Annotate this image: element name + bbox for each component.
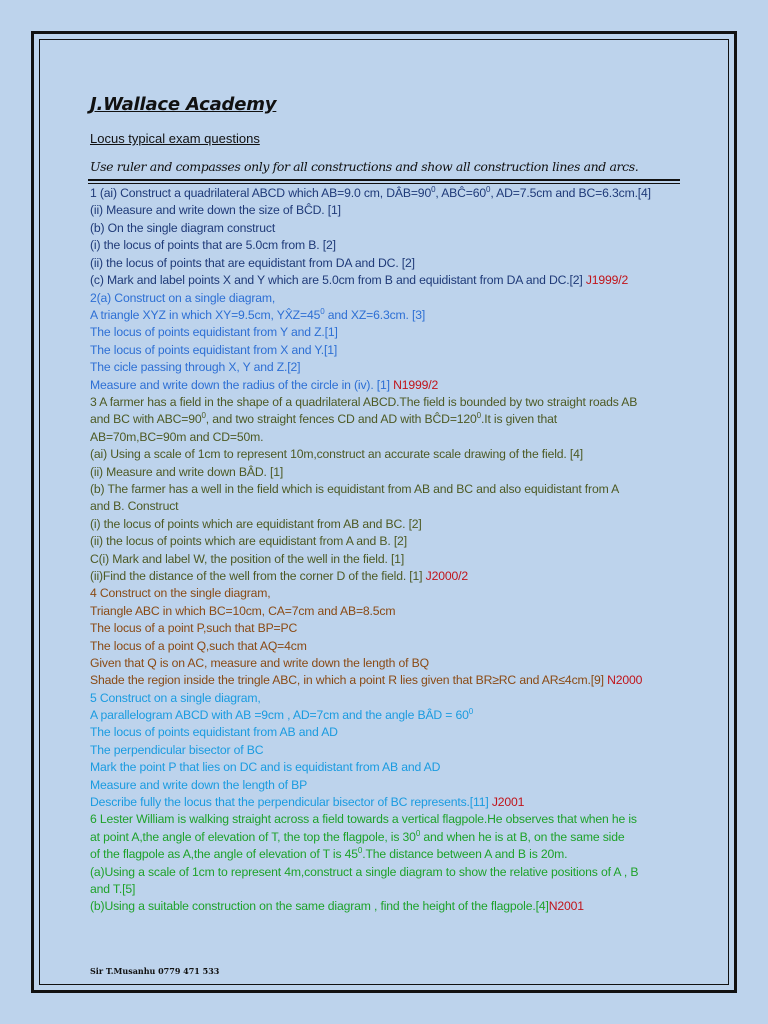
- q2-line-1: 2(a) Construct on a single diagram,: [90, 291, 276, 305]
- academy-title: J.Wallace Academy: [90, 94, 277, 115]
- q2-line-2: A triangle XYZ in which XY=9.5cm, $YX̂Z=45^0$ and XZ=6.3cm. [3]: [90, 306, 426, 322]
- q4-exam-ref: N2000: [607, 673, 643, 687]
- q3-line-2: and BC with $ABC=90^0$, and two straight fences CD and AD with $BĈD=120^0.It$ is given that: [90, 410, 558, 426]
- q5-line-3: The locus of points equidistant from AB and AD: [90, 725, 338, 739]
- q3-line-11: (ii)Find the distance of the well from the corner D of the field. [1] J2000/2: [90, 569, 468, 583]
- q1-line-6: (c) Mark and label points X and Y which are 5.0cm from B and equidistant from DA and DC.[2] J1999/2: [90, 273, 629, 287]
- q6-line-6: (b)Using a suitable construction on the same diagram , find the height of the flagpole.[4]N2001: [90, 899, 584, 913]
- q3-exam-ref: J2000/2: [425, 569, 468, 583]
- header-rule-thick: [88, 179, 680, 181]
- q3-line-1: 3 A farmer has a field in the shape of a quadrilateral ABCD.The field is bounded by two straight roads AB: [90, 395, 638, 409]
- q3-line-3: AB=70m,BC=90m and CD=50m.: [90, 430, 264, 444]
- q3-line-8: (i) the locus of points which are equidistant from AB and BC. [2]: [90, 517, 422, 531]
- q6-line-1: 6 Lester William is walking straight across a field towards a vertical flagpole.He observes that when he is: [90, 812, 637, 826]
- footer-author: Sir T.Musanhu 0779 471 533: [90, 966, 220, 976]
- q5-line-2: A parallelogram ABCD with AB =9cm , AD=7cm and the angle BÂD = $60^0$: [90, 706, 474, 722]
- q3-line-4: (ai) Using a scale of 1cm to represent 10m,construct an accurate scale drawing of the field. [4]: [90, 447, 583, 461]
- q4-line-4: The locus of a point Q,such that AQ=4cm: [90, 639, 307, 653]
- q4-line-2: Triangle ABC in which BC=10cm, CA=7cm and AB=8.5cm: [90, 604, 396, 618]
- q1-exam-ref: J1999/2: [585, 273, 629, 287]
- q5-line-5: Mark the point P that lies on DC and is equidistant from AB and AD: [90, 760, 441, 774]
- header-rule-thin: [88, 183, 680, 184]
- q2-exam-ref: N1999/2: [393, 378, 439, 392]
- q1-line-2: (ii) Measure and write down the size of BĈD. [1]: [90, 203, 341, 217]
- q2-line-4: The locus of points equidistant from X and Y.[1]: [90, 343, 338, 357]
- q2-line-5: The cicle passing through X, Y and Z.[2]: [90, 360, 301, 374]
- q1-line-1: 1 (ai) Construct a quadrilateral ABCD which AB=9.0 cm, $DÂB=90^0$, $ABĈ=60^0$, AD=7.5cm and BC=6.3cm.[4]: [90, 184, 651, 200]
- q4-line-6: Shade the region inside the tringle ABC, in which a point R lies given that BR≥RC and AR≤4cm.[9] N2000: [90, 673, 643, 687]
- q4-line-3: The locus of a point P,such that BP=PC: [90, 621, 298, 635]
- q3-line-6: (b) The farmer has a well in the field which is equidistant from AB and BC and also equidistant from A: [90, 482, 620, 496]
- q1-line-3: (b) On the single diagram construct: [90, 221, 276, 235]
- q2-line-6: Measure and write down the radius of the circle in (iv). [1] N1999/2: [90, 378, 439, 392]
- q1-line-4: (i) the locus of points that are 5.0cm from B. [2]: [90, 238, 336, 252]
- instruction-text: Use ruler and compasses only for all constructions and show all construction lines and arcs.: [90, 159, 639, 174]
- q3-line-5: (ii) Measure and write down BÂD. [1]: [90, 465, 284, 479]
- worksheet-subtitle: Locus typical exam questions: [90, 131, 260, 146]
- q6-exam-ref: N2001: [548, 899, 584, 913]
- q5-line-6: Measure and write down the length of BP: [90, 778, 308, 792]
- q6-line-2: at point A,the angle of elevation of T, the top the flagpole, is $30^0$ and when he is at B, on the same side: [90, 828, 625, 844]
- q6-line-3: of the flagpole as A,the angle of elevation of T is $45^0.The$ distance between A and B is 20m.: [90, 845, 568, 861]
- q5-line-1: 5 Construct on a single diagram,: [90, 691, 261, 705]
- q5-exam-ref: J2001: [491, 795, 525, 809]
- q4-line-1: 4 Construct on the single diagram,: [90, 586, 271, 600]
- q1-line-5: (ii) the locus of points that are equidistant from DA and DC. [2]: [90, 256, 415, 270]
- q4-line-5: Given that Q is on AC, measure and write down the length of BQ: [90, 656, 429, 670]
- q6-line-4: (a)Using a scale of 1cm to represent 4m,construct a single diagram to show the relative positions of A , B: [90, 865, 639, 879]
- q3-line-10: C(i) Mark and label W, the position of the well in the field. [1]: [90, 552, 405, 566]
- q3-line-9: (ii) the locus of points which are equidistant from A and B. [2]: [90, 534, 407, 548]
- q2-line-3: The locus of points equidistant from Y and Z.[1]: [90, 325, 338, 339]
- q5-line-7: Describe fully the locus that the perpendicular bisector of BC represents.[11] J2001: [90, 795, 525, 809]
- q6-line-5: and T.[5]: [90, 882, 136, 896]
- q3-line-7: and B. Construct: [90, 499, 179, 513]
- q5-line-4: The perpendicular bisector of BC: [90, 743, 264, 757]
